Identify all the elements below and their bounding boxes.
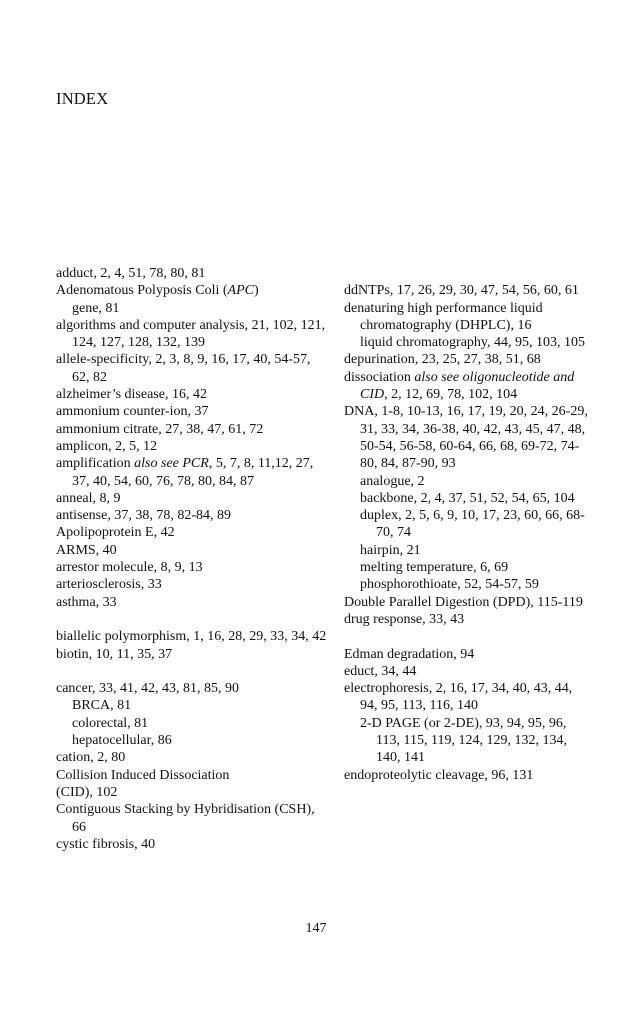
index-entry: ammonium citrate, 27, 38, 47, 61, 72 <box>56 421 264 437</box>
index-entry: (CID), 102 <box>56 784 118 800</box>
index-entry: biotin, 10, 11, 35, 37 <box>56 646 173 662</box>
index-column-left <box>56 265 328 853</box>
page-number: 147 <box>305 921 327 936</box>
index-entry: liquid chromatography, 44, 95, 103, 105 <box>360 335 586 351</box>
index-subentry: analogue, 2 <box>360 473 425 489</box>
index-entry: endoproteolytic cleavage, 96, 131 <box>344 767 534 783</box>
index-subentry: backbone, 2, 4, 37, 51, 52, 54, 65, 104 <box>360 490 575 506</box>
index-entry: antisense, 37, 38, 78, 82-84, 89 <box>56 508 231 524</box>
index-entry: adduct, 2, 4, 51, 78, 80, 81 <box>56 266 206 281</box>
index-subentry: hepatocellular, 86 <box>72 733 172 749</box>
index-entry: educt, 34, 44 <box>344 663 417 679</box>
index-entry: ammonium counter-ion, 37 <box>56 404 209 420</box>
index-entry: ddNTPs, 17, 26, 29, 30, 47, 54, 56, 60, 61 <box>344 283 579 299</box>
index-entry: dissociation also see oligonucleotide and CID, 2, 12, 69, 78, 102, 104 <box>344 369 575 403</box>
entry-gap <box>344 628 589 645</box>
index-subentry: phosphorothioate, 52, 54-57, 59 <box>360 577 539 593</box>
index-subentry: colorectal, 81 <box>72 715 149 731</box>
index-entry: Apolipoprotein E, 42 <box>56 525 175 541</box>
page-title: INDEX <box>56 89 109 108</box>
index-entry: DNA, 1-8, 10-13, 16, 17, 19, 20, 24, 26-29, 31, 33, 34, 36-38, 40, 42, 43, 45, 47, 48, 50-54, 56-58, 60-64, 66, 68, 69-72, 74-80, 84, 87-90, 93 <box>344 404 588 472</box>
index-entry: anneal, 8, 9 <box>56 490 121 506</box>
index-entry: cystic fibrosis, 40 <box>56 836 156 852</box>
index-subentry: melting temperature, 6, 69 <box>360 560 509 576</box>
index-column-right <box>344 265 589 784</box>
index-entry: allele-specificity, 2, 3, 8, 9, 16, 17, 40, 54-57, 62, 82 <box>56 352 311 385</box>
index-entry: alzheimer’s disease, 16, 42 <box>56 387 207 403</box>
entry-gap <box>56 611 328 628</box>
index-entry: depurination, 23, 25, 27, 38, 51, 68 <box>344 352 541 368</box>
index-entry: arrestor molecule, 8, 9, 13 <box>56 560 203 576</box>
index-entry: electrophoresis, 2, 16, 17, 34, 40, 43, 44, 94, 95, 113, 116, 140 <box>344 681 573 714</box>
index-entry: arteriosclerosis, 33 <box>56 577 162 593</box>
index-entry: amplification also see PCR, 5, 7, 8, 11,12, 27, 37, 40, 54, 60, 76, 78, 80, 84, 87 <box>56 456 314 489</box>
index-entry: cation, 2, 80 <box>56 750 126 766</box>
index-entry: biallelic polymorphism, 1, 16, 28, 29, 33, 34, 42 <box>56 629 327 645</box>
index-subentry: BRCA, 81 <box>72 698 132 714</box>
index-entry: algorithms and computer analysis, 21, 102, 121, 124, 127, 128, 132, 139 <box>56 317 326 351</box>
index-entry: cancer, 33, 41, 42, 43, 81, 85, 90 <box>56 681 239 697</box>
index-entry: Collision Induced Dissociation <box>56 767 230 783</box>
index-subentry: hairpin, 21 <box>360 542 421 558</box>
entry-gap <box>344 265 589 282</box>
index-entry: denaturing high performance liquid chromatography (DHPLC), 16 <box>344 300 543 333</box>
index-entry: ARMS, 40 <box>56 542 117 558</box>
index-entry: gene, 81 <box>72 300 120 316</box>
index-entry: asthma, 33 <box>56 594 117 610</box>
index-subentry: duplex, 2, 5, 6, 9, 10, 17, 23, 60, 66, 68-70, 74 <box>360 508 585 541</box>
index-entry: drug response, 33, 43 <box>344 611 465 627</box>
index-subentry: 2-D PAGE (or 2-DE), 93, 94, 95, 96, 113, 115, 119, 124, 129, 132, 134, 140, 141 <box>360 715 567 766</box>
entry-gap <box>56 663 328 680</box>
index-entry: Double Parallel Digestion (DPD), 115-119 <box>344 594 583 610</box>
index-entry: Edman degradation, 94 <box>344 646 475 662</box>
index-entry: amplicon, 2, 5, 12 <box>56 438 158 454</box>
index-entry: Adenomatous Polyposis Coli (APC) <box>56 283 259 299</box>
index-entry: Contiguous Stacking by Hybridisation (CSH), 66 <box>56 802 315 835</box>
